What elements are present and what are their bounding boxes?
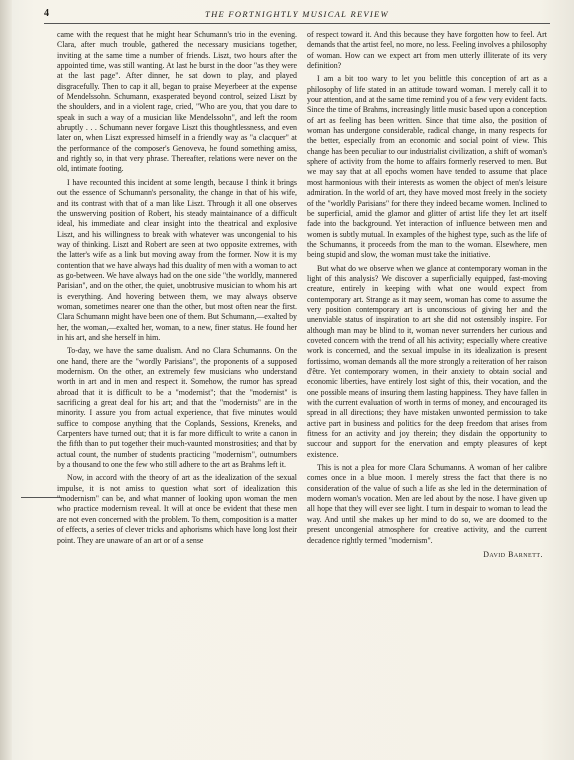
paragraph: But what do we observe when we glance at contemporary woman in the light of this analysis? We discover a superficially equipped, fast-moving creature, entirely in keeping with what one would expect from contemporary art. Strange as it may seem, woman has come to assume the very position contemporary art is unconscious of giving her and the unenviable status of inspiration to art she did not ostensibly inspire. For although man may be blind to it, woman never surrenders her curious and coveted concern with the trend of all his activity; especially where creative work is concerned, and the sexual impulse in its idealization is present fortissimo, woman demands all the more strongly a reiteration of her raison d'être. Yet contemporary women, in their anxiety to obtain social and economic liberties, have entirely lost sight of this, their vocation, and the one possible means of insuring them lasting happiness. They have fallen in with the current evaluation of worth in terms of money, and encouraged its spread in all directions; they have mistaken unwonted permission to take active part in business and politics for the deep freedom that arises from fitness for an activity and joy therein; they disdain the opportunity to succour and support for the enervation and empty pleasures of kept existence. [307, 263, 547, 459]
header-rule [44, 23, 550, 24]
paragraph: Now, in accord with the theory of art as the idealization of the sexual impulse, it is not amiss to question what sort of idealization this "modernism" can be, and what manner of looking upon woman the men who practice modernism reveal. It will at once be evident that these men are not even concerned with the problem. To them, composition is a matter of effects, a series of clever tricks and aphorisms which have long lost their point. They are unaware of an art or of a sense [57, 473, 297, 545]
margin-pen-mark [21, 497, 61, 501]
page-number: 4 [44, 8, 49, 19]
paragraph: This is not a plea for more Clara Schumanns. A woman of her calibre comes once in a blue moon. I merely stress the fact that there is no consideration of the value of such a life as she led in the determination of modern woman's vocation. Men are led about by the nose. I have given up all hope that they will ever see light. I turn in despair to woman to lead the way. And until she makes up her mind to do so, we are doomed to the present uncongenial atmosphere for creative activity, and the current decadence rightly termed "modernism". [307, 463, 547, 545]
author-signature: David Barnett. [483, 549, 543, 559]
right-column [307, 30, 547, 750]
paragraph: I am a bit too wary to let you belittle this conception of art as a philosophy of life stated in an attitude toward woman. I merely call it to your attention, and at the same time remind you of a few very evident facts. Since the time of Brahms, increasingly little music based upon a conception of art as feeling has been written. Since that time also, the position of woman has undergone considerable, radical change, in many respects for the better, especially from an economic and social point of view. This change has been peculiar to our industrialist civilization, a shift of woman's sphere of activity from the home to affairs formerly reserved to men. But we may say that at all epochs women have tended to assume that place most harmonious with their interests as women the object of men's leisure admiration. In the world of art, they have moved most freely in the society of the "worldly Parisians" for there they indeed became women. Inclined to be superficial, amid the glamor and glitter of artist life they let art itself fade into the background. Yet interaction of influence between men and women is subtly mutual. In examples of the highest type, such as the life of the Schumanns, it proceeds from the man to the woman. Elsewhere, men being stupid and slow, the woman must take the initiative. [307, 74, 547, 260]
paragraph: came with the request that he might hear Schumann's trio in the evening. Clara, after much trouble, gathered the necessary musicians together, inviting at the same time a number of friends. Liszt, two hours after the appointed time, was still wanting. At last he burst in the door "as they were at the last page". After dinner, he sat down to play, and played disgracefully. Then to cap it all, began to praise Meyerbeer at the expense of Mendelssohn. Schumann, exasperated beyond control, seized Liszt by the shoulders, and in a violent rage, cried, "Who are you, that you dare to speak in such a way of a musician like Mendelssohn", and left the room abruptly . . . Schumann never forgave Liszt this thoughtlessness, and even later on, when Liszt expressed himself in a friendly way as "a clacquer" at the performance of the composer's Genoveva, he found something amiss, and rightly so, in that very phrase. Thereafter, relations were never on the old, intimate footing. [57, 30, 297, 174]
page-edge-shadow [0, 0, 12, 760]
paragraph: I have recounted this incident at some length, because I think it brings out the essence of Schumann's personality, the change in that of his wife, and its contrast with that of a man like Liszt. Through it all one observes the unswerving position of Robert, his steady maintainance of a difficult ideal, his immediate and clear insight into the theatrical and explosive Liszt, and his willingness to break with whatever was uncongenial to his way of thinking. Liszt and Robert are seen at two opposite extremes, with the latter's wife as a link but moving away from the former. Now it is my contention that we have always had this duality of men with a woman to act as go-between. We have always had on the one side "the worldly, mannered Parisian", and on the other, the quiet, unobtrusive musician to whom his art is everything. And hovering between them, we may always observe woman, sometimes nearer one than the other, but most often near the first. Clara Schumann might have been one of them. But Schumann,—exalted by her, the woman,—exalted her, woman, to a new, finer status. He found her in his art, and she herself in him. [57, 177, 297, 342]
running-head: THE FORTNIGHTLY MUSICAL REVIEW [205, 9, 389, 19]
paragraph: of respect toward it. And this because they have forgotten how to feel. Art demands that the artist feel, no more, no less. Feeling involves a philosophy of woman. How can we expect art from men utterly illiterate of its very definition? [307, 30, 547, 71]
page-header [44, 8, 550, 22]
paragraph: To-day, we have the same dualism. And no Clara Schumanns. On the one hand, there are the "wordly Parisians", the proponents of a supposed modernism. On the other, an extremely few musicians who understand worth in art and in men and respect it. Somehow, the rumor has spread abroad that it is difficult to be a "modernist"; that the "modernist" is sacrificing a great deal for his art; and that the "modernists" are in the minority. I assure you from actual experience, that five minutes would suffice to compose anything that the Coplands, Sessions, Kreneks, and Carpenters have turned out; that it is far more difficult to write a canon in the fifth than to put together their much-vaunted monstrosities; and that by actual count, the number of students practicing "modernism", outnumbers by a thousand to one the few who still adhere to the art as Brahms left it. [57, 346, 297, 470]
left-column [57, 30, 297, 750]
